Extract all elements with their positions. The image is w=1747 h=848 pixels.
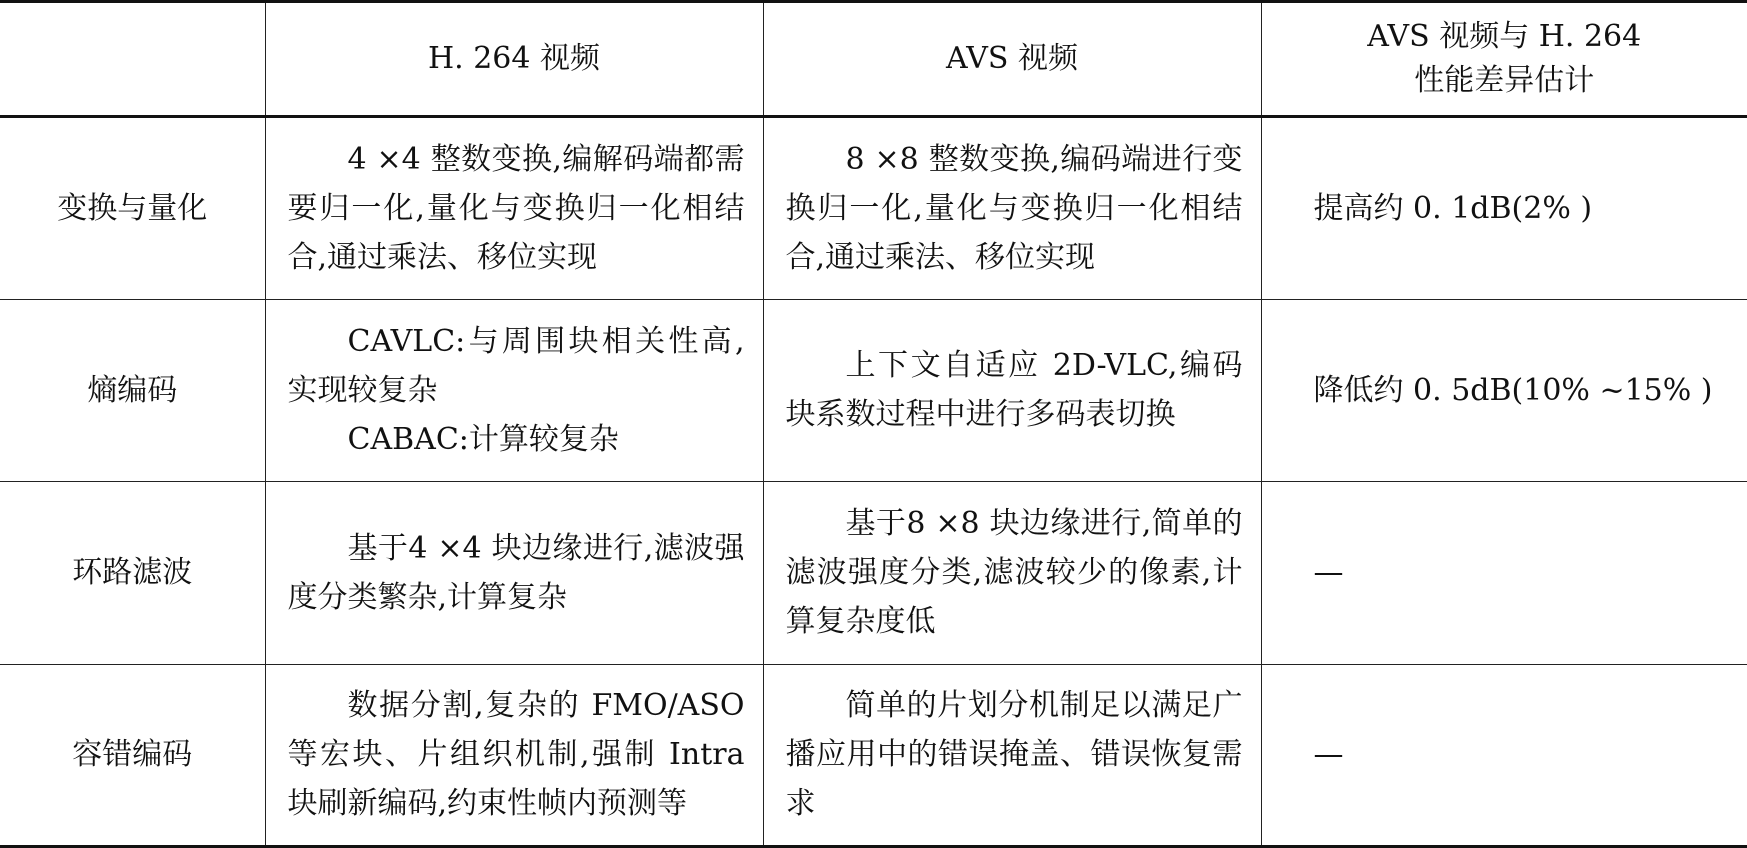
cell-paragraph: 基于4 ×4 块边缘进行,滤波强度分类繁杂,计算复杂 <box>287 530 745 615</box>
avs-cell <box>763 299 1261 482</box>
row-label: 熵编码 <box>0 299 265 482</box>
diff-cell: 降低约 0. 5dB(10% ~15% ) <box>1261 299 1747 482</box>
avs-cell <box>763 482 1261 665</box>
header-row <box>0 2 1747 117</box>
cell-paragraph: 上下文自适应 2D-VLC,编码块系数过程中进行多码表切换 <box>785 348 1243 433</box>
cell-paragraph: 4 ×4 整数变换,编解码端都需要归一化,量化与变换归一化相结合,通过乘法、移位实现 <box>287 141 745 275</box>
table-row-error-resilience <box>0 664 1747 847</box>
row-label: 容错编码 <box>0 664 265 847</box>
avs-cell <box>763 664 1261 847</box>
header-performance-diff-line-2: 性能差异估计 <box>1414 63 1595 98</box>
header-performance-diff <box>1261 2 1747 117</box>
table-row-entropy-coding <box>0 299 1747 482</box>
row-label: 环路滤波 <box>0 482 265 665</box>
cell-paragraph: 数据分割,复杂的 FMO/ASO 等宏块、片组织机制,强制 Intra 块刷新编码,约束性帧内预测等 <box>287 688 745 822</box>
diff-cell: — <box>1261 664 1747 847</box>
row-label: 变换与量化 <box>0 117 265 300</box>
cell-paragraph: 简单的片划分机制足以满足广播应用中的错误掩盖、错误恢复需求 <box>785 688 1243 822</box>
h264-cell <box>265 482 763 665</box>
cell-paragraph: 8 ×8 整数变换,编码端进行变换归一化,量化与变换归一化相结合,通过乘法、移位实现 <box>785 141 1243 275</box>
header-performance-diff-line-1: AVS 视频与 H. 264 <box>1367 19 1642 54</box>
avs-cell <box>763 117 1261 300</box>
diff-cell: 提高约 0. 1dB(2% ) <box>1261 117 1747 300</box>
table-row-loop-filter <box>0 482 1747 665</box>
cell-paragraph: CAVLC:与周围块相关性高,实现较复杂 <box>287 323 745 408</box>
table-row-transform-quantization <box>0 117 1747 300</box>
diff-cell: — <box>1261 482 1747 665</box>
header-empty-cell <box>0 2 265 117</box>
header-avs: AVS 视频 <box>763 2 1261 117</box>
h264-cell <box>265 664 763 847</box>
h264-cell <box>265 117 763 300</box>
h264-cell <box>265 299 763 482</box>
cell-paragraph: 基于8 ×8 块边缘进行,简单的滤波强度分类,滤波较少的像素,计算复杂度低 <box>785 506 1243 640</box>
header-h264: H. 264 视频 <box>265 2 763 117</box>
cell-paragraph: CABAC:计算较复杂 <box>347 421 619 457</box>
